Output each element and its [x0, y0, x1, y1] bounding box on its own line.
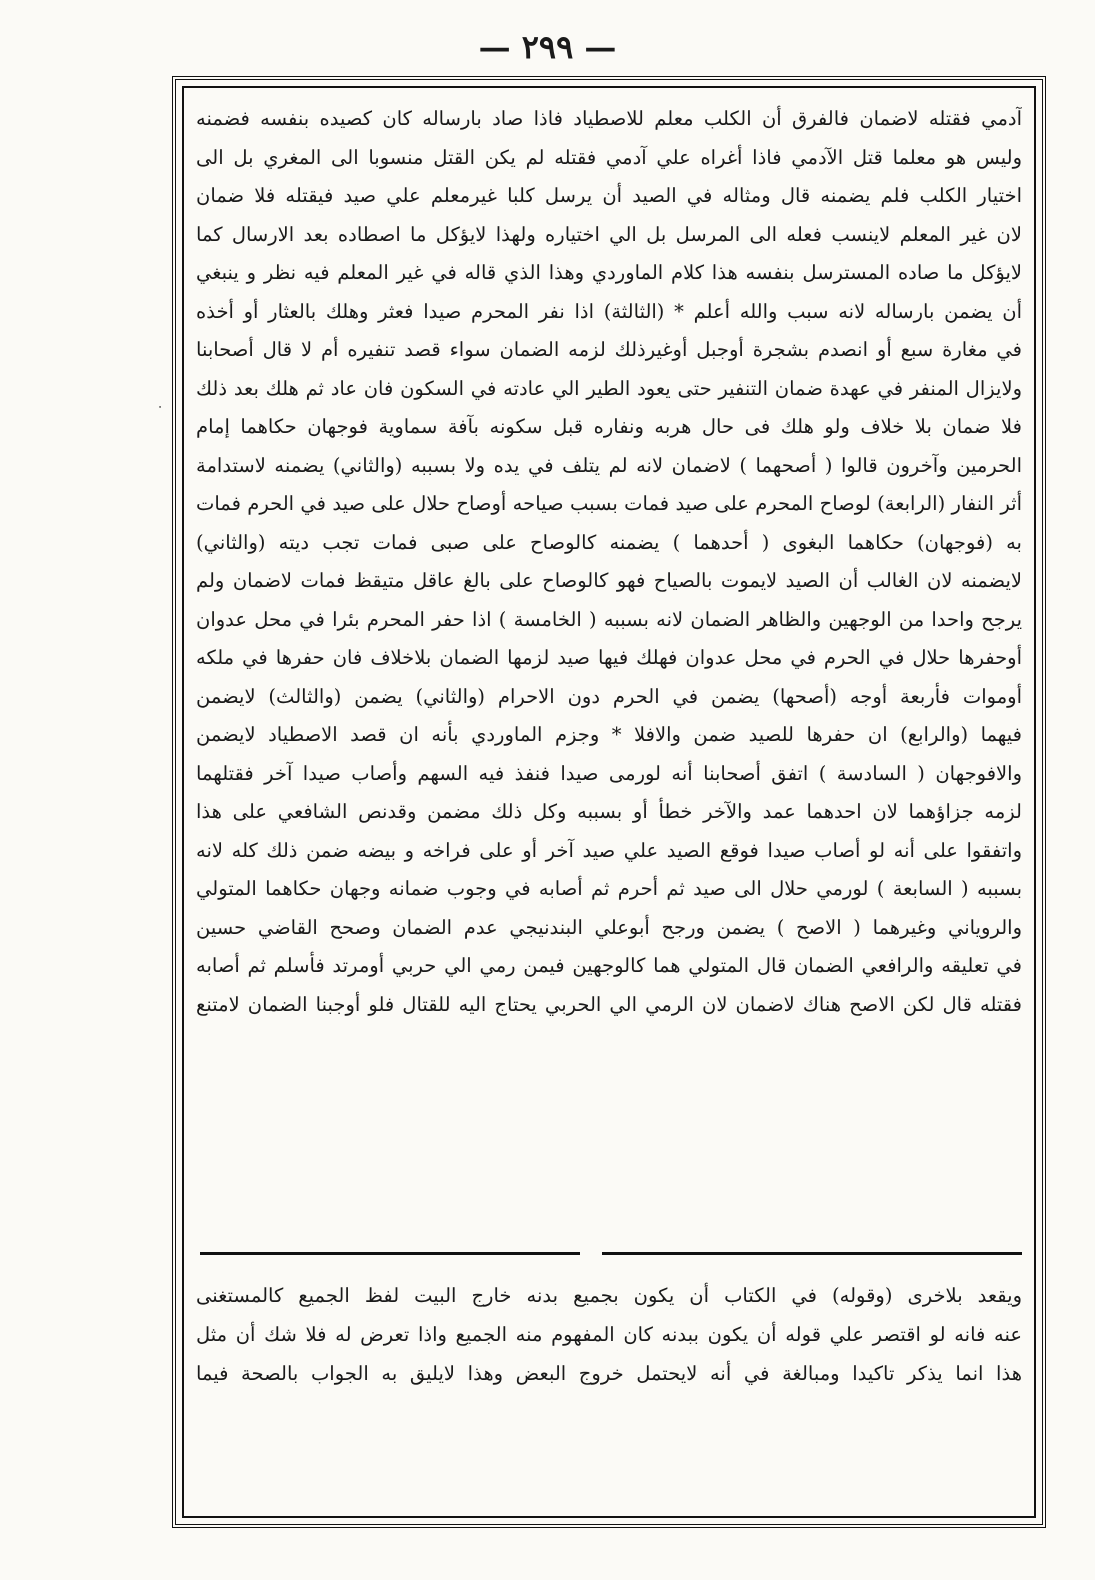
text-line: أن يضمن بارساله لانه سبب والله أعلم * (الثالثة) اذا نفر المحرم صيدا فعثر وهلك بالعثار أو أخذه: [196, 299, 1022, 323]
text-line: أثر النفار (الرابعة) لوصاح المحرم على صيد فمات بسبب صياحه أوصاح حلال على صيد في الحرم فمات: [196, 492, 1022, 515]
text-line: والافوجهان ( السادسة ) اتفق أصحابنا أنه لورمى صيدا فنفذ فيه السهم وأصاب صيدا آخر فقتلهما: [196, 761, 1022, 785]
footnote-separator-right: [602, 1252, 1022, 1255]
text-line: بسببه ( السابعة ) لورمي حلال الى صيد ثم أحرم ثم أصابه في وجوب ضمانه وجهان حكاهما المتولي: [196, 877, 1022, 900]
text-line: به (فوجهان) حكاهما البغوى ( أحدهما ) يضمنه كالوصاح على صبى فمات تجب ديته (والثاني): [196, 530, 1022, 554]
text-line: لان غير المعلم لاينسب فعله الى المرسل بل الي اختياره ولهذا لايؤكل ما اصطاده بعد الارسال كما: [196, 222, 1022, 246]
text-line: لايؤكل ما صاده المسترسل بنفسه هذا كلام الماوردي وهذا الذي قاله في غير المعلم فيه نظر و ينبغي: [196, 261, 1022, 284]
main-text-block: [196, 100, 1022, 1240]
text-line: أوموات فأربعة أوجه (أصحها) يضمن في الحرم دون الاحرام (والثاني) يضمن (والثالث) لايضمن: [196, 684, 1022, 708]
footnote-separator-left: [200, 1252, 580, 1255]
text-line: الحرمين وآخرون قالوا ( أصحهما ) لاضمان لانه لم يتلف في يده ولا بسببه (والثاني) يضمنه لاستدامة: [196, 453, 1022, 477]
text-line: فقتله قال لكن الاصح هناك لاضمان لان الرمي الي الحربي يحتاج اليه للقتال فلو أوجبنا الضمان لامتنع: [196, 992, 1022, 1016]
footnote-line: هذا انما يذكر تاكيدا ومبالغة في أنه لايحتمل خروج البعض وهذا لايليق به الجواب بالصحة فيما: [196, 1362, 1022, 1385]
text-line: في تعليقه والرافعي الضمان قال المتولي هما كالوجهين فيمن رمي الي حربي أومرتد فأسلم ثم أصابه: [196, 954, 1022, 977]
footnote-line: عنه فانه لو اقتصر علي قوله أن يكون ببدنه كان المفهوم منه الجميع واذا تعرض له فلا شك أن مثل: [196, 1323, 1022, 1346]
text-line: ولايزال المنفر في عهدة ضمان التنفير حتى يعود الطير الي عادته في السكون فان عاد ثم هلك بعد ذلك: [196, 376, 1022, 400]
text-line: لايضمنه لان الغالب أن الصيد لايموت بالصياح فهو كالوصاح على بالغ عاقل متيقظ فمات لاضمان ولم: [196, 569, 1022, 592]
text-line: أوحفرها حلال في الحرم في محل عدوان فهلك فيها صيد لزمها الضمان بلاخلاف فان حفرها في ملكه: [196, 646, 1022, 669]
text-line: واتفقوا على أنه لو أصاب صيدا فوقع الصيد علي صيد آخر أو على فراخه و بيضه ضمن ذلك كله لانه: [196, 838, 1022, 862]
text-line: يرجح واحدا من الوجهين والظاهر الضمان لانه بسببه ( الخامسة ) اذا حفر المحرم بئرا في محل عدوان: [196, 607, 1022, 631]
text-line: في مغارة سبع أو انصدم بشجرة أوجبل أوغيرذلك لزمه الضمان سواء قصد تنفيره أم لا قال أصحابنا: [196, 338, 1022, 361]
text-line: لزمه جزاؤهما لان احدهما عمد والآخر خطأ أو بسببه وكل ذلك مضمن وقدنص الشافعي على هذا: [196, 800, 1022, 823]
text-line: فيهما (والرابع) ان حفرها للصيد ضمن والافلا * وجزم الماوردي بأنه ان قصد الاصطياد لايضمن: [196, 723, 1022, 746]
margin-mark: ᐧ: [158, 400, 162, 416]
footnote-block: [196, 1276, 1022, 1446]
text-line: والروياني وغيرهما ( الاصح ) يضمن ورجح أبوعلي البندنيجي عدم الضمان وصحح القاضي حسين: [196, 915, 1022, 939]
page-number: — ٢٩٩ —: [478, 28, 617, 66]
text-line: فلا ضمان بلا خلاف ولو هلك فى حال هربه ونفاره قبل سكونه بآفة سماوية فوجهان حكاهما إمام: [196, 415, 1022, 438]
footnote-line: ويقعد بلاخرى (وقوله) في الكتاب أن يكون بجميع بدنه خارج البيت لفظ الجميع كالمستغنى: [196, 1284, 1022, 1307]
text-line: وليس هو معلما قتل الآدمي فاذا أغراه علي آدمي فقتله لم يكن القتل منسوبا الى المغري بل الى: [196, 145, 1022, 169]
text-line: آدمي فقتله لاضمان فالفرق أن الكلب معلم للاصطياد فاذا صاد بارساله كان كصيده بنفسه فضمنه: [196, 107, 1022, 130]
text-line: اختيار الكلب فلم يضمنه قال ومثاله في الصيد أن يرسل كلبا غيرمعلم علي صيد فيقتله فلا ضمان: [196, 184, 1022, 207]
